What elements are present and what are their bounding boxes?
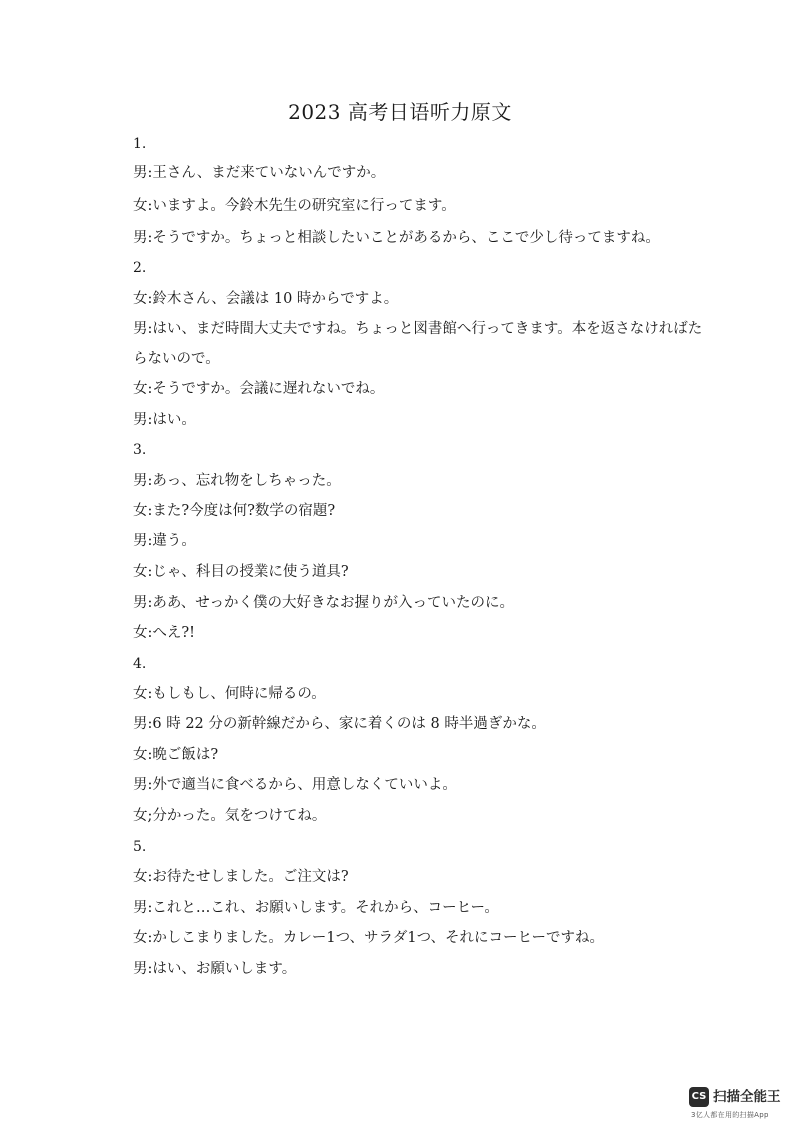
document-title: 2023 高考日语听力原文 <box>288 100 512 124</box>
dialogue-line: 男:違う。 <box>133 533 196 549</box>
dialogue-line: 女:いますよ。今鈴木先生の研究室に行ってます。 <box>133 198 456 214</box>
dialogue-line: 女:鈴木さん、会議は 10 時からですよ。 <box>133 291 399 307</box>
dialogue-line: 女:もしもし、何時に帰るの。 <box>133 686 326 702</box>
dialogue-line: 男:はい、まだ時間大丈夫ですね。ちょっと図書館へ行ってきます。本を返さなければた <box>133 321 703 337</box>
dialogue-line: 女;分かった。気をつけてね。 <box>133 808 327 824</box>
question-number: 1. <box>133 136 147 152</box>
camscanner-logo-icon: CS <box>689 1087 709 1107</box>
camscanner-watermark <box>688 1084 788 1124</box>
dialogue-line: 女:また?今度は何?数学の宿題? <box>133 503 336 519</box>
dialogue-line: 女:そうですか。会議に遅れないでね。 <box>133 381 385 397</box>
dialogue-line: 男:王さん、まだ来ていないんですか。 <box>133 165 386 181</box>
watermark-tagline: 3亿人都在用的扫描App <box>691 1111 769 1119</box>
dialogue-line: 男:あっ、忘れ物をしちゃった。 <box>133 473 341 489</box>
question-number: 2. <box>133 260 147 276</box>
dialogue-line: 女:じゃ、科目の授業に使う道具? <box>133 564 349 580</box>
dialogue-line: 男:6 時 22 分の新幹線だから、家に着くのは 8 時半過ぎかな。 <box>133 716 546 732</box>
dialogue-line: 女:へえ?! <box>133 625 195 641</box>
dialogue-line: 女:かしこまりました。カレー1つ、サラダ1つ、それにコーヒーですね。 <box>133 930 604 946</box>
dialogue-line: 男:これと…これ、お願いします。それから、コーヒー。 <box>133 900 499 916</box>
dialogue-line: 男:はい、お願いします。 <box>133 961 297 977</box>
dialogue-line: 女:晩ご飯は? <box>133 747 219 763</box>
question-number: 3. <box>133 442 147 458</box>
dialogue-line: 男:はい。 <box>133 412 196 428</box>
dialogue-line: らないので。 <box>133 351 220 367</box>
watermark-brand: 扫描全能王 <box>713 1089 781 1105</box>
dialogue-line: 女:お待たせしました。ご注文は? <box>133 869 349 885</box>
question-number: 5. <box>133 839 147 855</box>
dialogue-line: 男:そうですか。ちょっと相談したいことがあるから、ここで少し待ってますね。 <box>133 230 660 246</box>
dialogue-line: 男:ああ、せっかく僕の大好きなお握りが入っていたのに。 <box>133 595 515 611</box>
dialogue-line: 男:外で適当に食べるから、用意しなくていいよ。 <box>133 777 457 793</box>
question-number: 4. <box>133 656 147 672</box>
